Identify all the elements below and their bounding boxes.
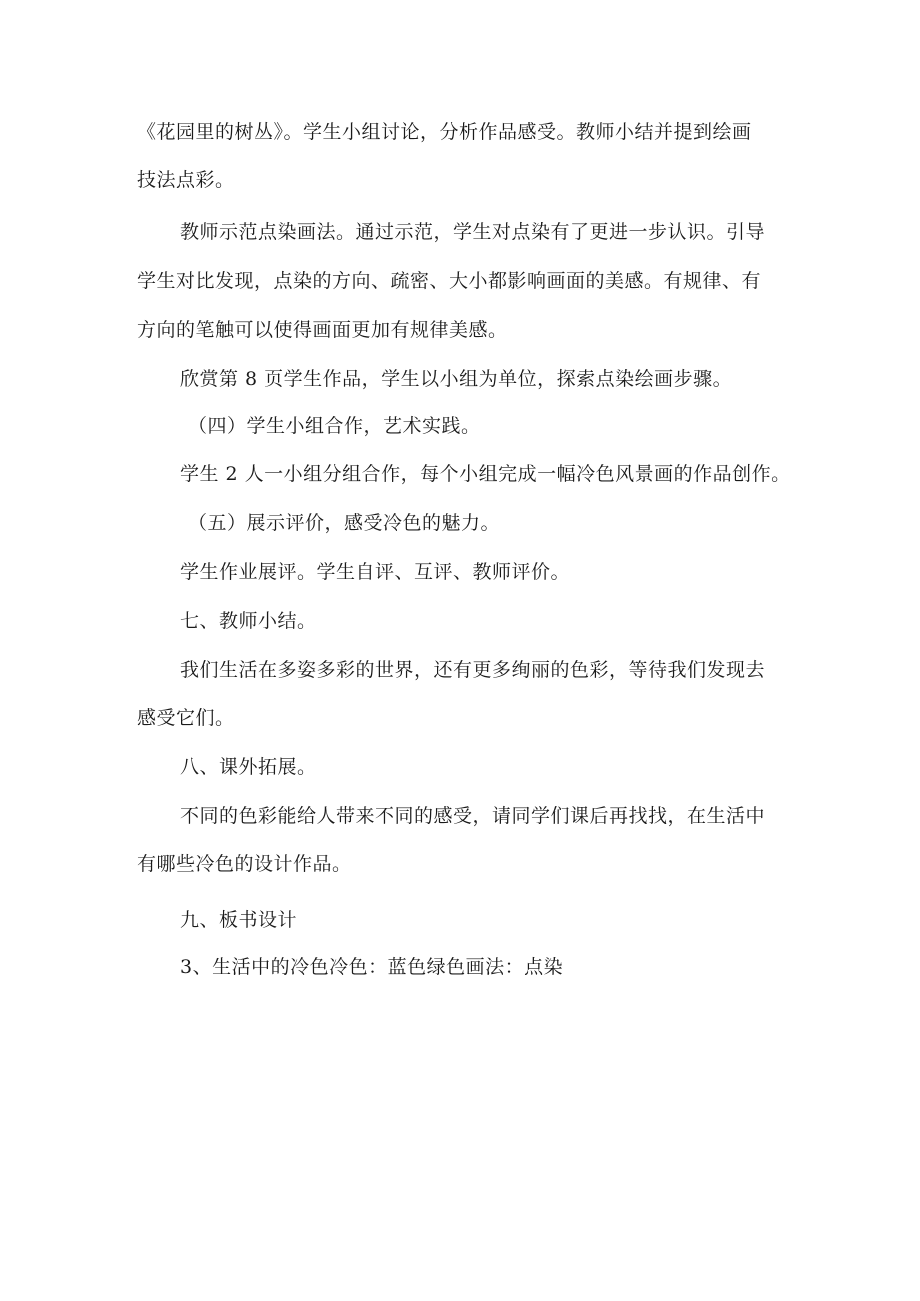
section-heading: 九、板书设计 (180, 909, 298, 931)
section-heading: 七、教师小结。 (180, 610, 317, 632)
section-heading: （五）展示评价，感受冷色的魅力。 (188, 512, 501, 534)
paragraph-line: 感受它们。 (137, 707, 235, 729)
paragraph-line: 学生作业展评。学生自评、互评、教师评价。 (180, 561, 571, 583)
paragraph-line: 教师示范点染画法。通过示范，学生对点染有了更进一步认识。引导 (180, 221, 766, 243)
paragraph-line: 学生 2 人一小组分组合作，每个小组完成一幅冷色风景画的作品创作。 (180, 463, 791, 485)
paragraph-line: 《花园里的树丛》。学生小组讨论，分析作品感受。教师小结并提到绘画 (137, 121, 752, 143)
paragraph-line: 我们生活在多姿多彩的世界，还有更多绚丽的色彩，等待我们发现去 (180, 659, 766, 681)
paragraph-line: 学生对比发现，点染的方向、疏密、大小都影响画面的美感。有规律、有 (137, 270, 762, 292)
paragraph-line: 欣赏第 8 页学生作品，学生以小组为单位，探索点染绘画步骤。 (180, 368, 733, 390)
paragraph-line: 3、生活中的冷色冷色：蓝色绿色画法：点染 (180, 956, 564, 978)
paragraph-line: 技法点彩。 (137, 169, 235, 191)
paragraph-line: 不同的色彩能给人带来不同的感受，请同学们课后再找找，在生活中 (180, 805, 766, 827)
section-heading: （四）学生小组合作，艺术实践。 (188, 415, 481, 437)
paragraph-line: 方向的笔触可以使得画面更加有规律美感。 (137, 319, 508, 341)
section-heading: 八、课外拓展。 (180, 756, 317, 778)
paragraph-line: 有哪些冷色的设计作品。 (137, 853, 352, 875)
